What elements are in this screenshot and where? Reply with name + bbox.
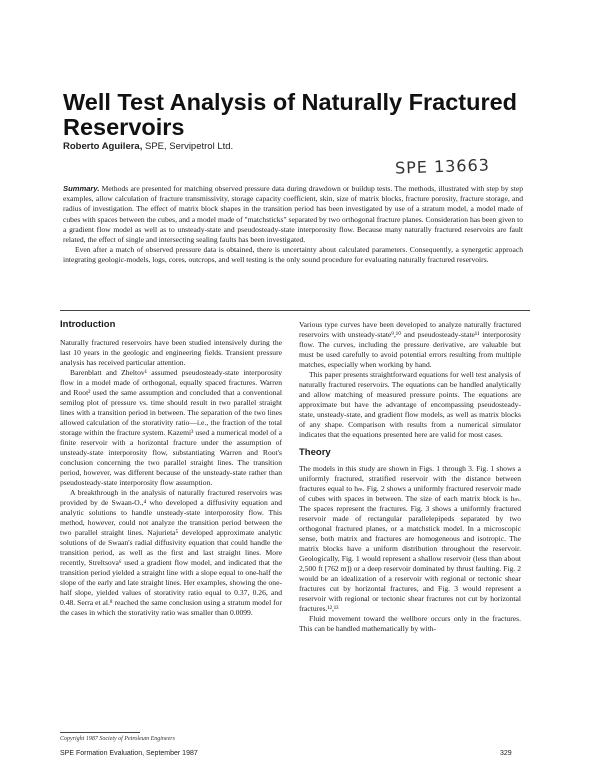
- theory-paragraph-1: The models in this study are shown in Figs. 1 through 3. Fig. 1 shows a uniformly fractured, stratified reservoir with the distance between fractures equal to hₘ. Fig. 2 shows a uniformly fractured reservoir made of cubes with spaces in between. The size of each matrix block is hₘ. The spaces represent the fractures. Fig. 3 shows a uniformly fractured reservoir made of rectangular parallelepipeds separated by two orthogonal fractured planes, or a matchstick model. In a microscopic sense, both matrix and fractures are homogeneous and isotropic. The matrix blocks have a uniform distribution throughout the reservoir. Geologically, Fig. 1 would represent a shallow reservoir (less than about 2,500 ft [762 m]) or a deep reservoir dominated by thrust faulting. Fig. 2 would be an idealization of a reservoir with regional or tectonic shear fractures cut by horizontal fractures, and Fig. 3 would represent a reservoir with regional or tectonic shear fractures not cut by horizontal fractures.¹²,¹³: [299, 464, 521, 613]
- footnote-rule: [60, 732, 140, 733]
- summary-text-1: Methods are presented for matching observed pressure data during drawdown or buildup tests. The methods, illustrated with step by step examples, allow calculation of fracture transmissivity, storage capacity coefficient, skin, size of matrix blocks, fracture porosity, fracture storage, and radius of investigation. The effect of matrix block shapes in the transition period has been investigated by use of a stratum model, a model made of cubes with spaces between the cubes, and a model made of "matchsticks" separated by two orthogonal fracture planes. Consideration has been given to a gradient flow model as well as to unsteady-state and pseudosteady-state interporosity flow. Because many naturally fractured reservoirs are fault related, the effect of single and intersecting sealing faults has been investigated.: [63, 184, 523, 245]
- right-column: [299, 320, 521, 634]
- summary-block: [63, 184, 523, 266]
- byline: [63, 141, 233, 152]
- summary-paragraph-1: [63, 184, 523, 245]
- handwritten-spe-number-stamp: SPE 13663: [394, 155, 491, 178]
- theory-heading: Theory: [299, 447, 331, 458]
- introduction-heading: Introduction: [60, 319, 116, 330]
- copyright-notice: Copyright 1987 Society of Petroleum Engineers: [60, 736, 175, 742]
- paper-title: Well Test Analysis of Naturally Fractured Reservoirs: [63, 89, 518, 140]
- author-name: Roberto Aguilera,: [63, 141, 143, 152]
- intro-paragraph-2: Barenblatt and Zheltov¹ assumed pseudosteady-state interporosity flow in a model made of orthogonal, equally spaced fractures. Warren and Root² used the same assumption and concluded that a conventional semilog plot of pressure vs. time should result in two parallel straight lines with a transition period in between. The separation of the two lines allowed calculation of the storativity ratio—i.e., the fraction of the total storage within the fracture system. Kazemi³ used a numerical model of a finite reservoir with a horizontal fracture under the assumption of unsteady-state interporosity flow, substantiating Warren and Root's conclusion concerning the two parallel straight lines. The transition period, however, was different because of the unsteady-state rather than pseudosteady-state interporosity flow assumption.: [60, 368, 282, 487]
- right-paragraph-2: This paper presents straightforward equations for well test analysis of naturally fractured reservoirs. The equations can be handled analytically and allow matching of measured pressure points. The equations are approximate but have the advantage of encompassing pseudosteady-state, unsteady-state, and gradient flow models, as well as matrix blocks of any shape. Comparison with results from a numerical simulator indicates that the equations presented here are valid for most cases.: [299, 370, 521, 439]
- section-divider: [60, 310, 530, 311]
- journal-footer: SPE Formation Evaluation, September 1987: [60, 750, 198, 757]
- intro-paragraph-1: Naturally fractured reservoirs have been studied intensively during the last 10 years in the geologic and engineering fields. Transient pressure analysis has received particular attention.: [60, 338, 282, 367]
- theory-paragraph-2: Fluid movement toward the wellbore occurs only in the fractures. This can be handled mathematically by with-: [299, 614, 521, 633]
- summary-paragraph-2: Even after a match of observed pressure data is obtained, there is uncertainty about calculated parameters. Consequently, a synergetic approach integrating geologic-models, logs, cores, outcrops, and well testing is the only sound procedure for evaluating naturally fractured reservoirs.: [63, 245, 523, 265]
- left-column: [60, 320, 282, 618]
- summary-label: Summary.: [63, 184, 100, 193]
- intro-paragraph-3: A breakthrough in the analysis of naturally fractured reservoirs was provided by de Swaan-O.,⁴ who developed a diffusivity equation and analytic solutions to handle unsteady-state interporosity flow. This method, however, could not analyze the transition period between the two parallel straight lines. Najurieta⁵ developed approximate analytic solutions of de Swaan's radial diffusivity equation that could handle the transition period, as well as the first and last straight lines. More recently, Streltsova⁶ used a gradient flow model, and indicated that the transition period yielded a straight line with a slope equal to one-half the slope of the early and late straight lines. Her examples, showing the one-half slope, yielded values of storativity ratio equal to 0.37, 0.26, and 0.48. Serra et al.⁸ reached the same conclusion using a stratum model for the cases in which the storativity ratio was smaller than 0.0099.: [60, 488, 282, 617]
- right-paragraph-1: Various type curves have been developed to analyze naturally fractured reservoirs with unsteady-state⁹,¹⁰ and pseudosteady-state¹¹ interporosity flow. The curves, including the pressure derivative, are valuable but must be used carefully to avoid potential errors resulting from multiple matches, especially when working by hand.: [299, 320, 521, 369]
- author-affiliation: SPE, Servipetrol Ltd.: [145, 141, 234, 152]
- page-number: 329: [500, 750, 512, 757]
